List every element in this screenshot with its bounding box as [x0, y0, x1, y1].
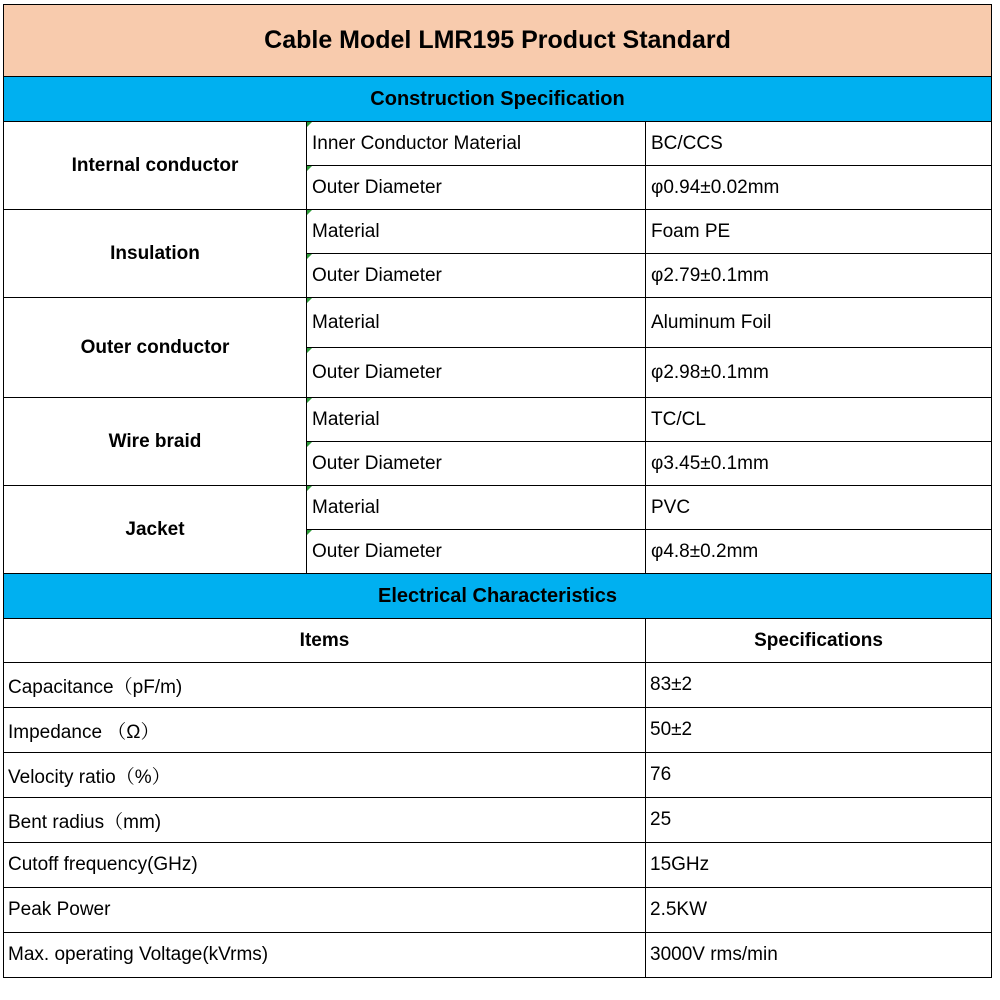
spec-cell: 83±2 — [646, 663, 992, 708]
group-insulation: Insulation — [4, 210, 307, 298]
value-cell: φ4.8±0.2mm — [646, 530, 992, 574]
spec-cell: 50±2 — [646, 708, 992, 753]
param-cell: Material — [307, 210, 646, 254]
item-cell: Bent radius（mm) — [4, 798, 646, 843]
group-wire-braid: Wire braid — [4, 398, 307, 486]
value-cell: φ3.45±0.1mm — [646, 442, 992, 486]
column-header-specifications: Specifications — [646, 619, 992, 663]
value-cell: PVC — [646, 486, 992, 530]
table-row — [4, 753, 992, 798]
spec-cell: 15GHz — [646, 843, 992, 888]
item-cell: Cutoff frequency(GHz) — [4, 843, 646, 888]
group-internal-conductor: Internal conductor — [4, 122, 307, 210]
table-row — [4, 888, 992, 933]
table-row — [4, 663, 992, 708]
spec-cell: 3000V rms/min — [646, 933, 992, 978]
param-cell: Outer Diameter — [307, 442, 646, 486]
spec-cell: 2.5KW — [646, 888, 992, 933]
item-cell: Capacitance（pF/m) — [4, 663, 646, 708]
spec-cell: 25 — [646, 798, 992, 843]
item-cell: Velocity ratio（%） — [4, 753, 646, 798]
value-cell: φ0.94±0.02mm — [646, 166, 992, 210]
spec-sheet — [3, 4, 991, 978]
value-cell: TC/CL — [646, 398, 992, 442]
construction-heading: Construction Specification — [4, 77, 992, 122]
value-cell: BC/CCS — [646, 122, 992, 166]
spec-table — [3, 4, 992, 978]
column-header-items: Items — [4, 619, 646, 663]
page-title: Cable Model LMR195 Product Standard — [4, 5, 992, 77]
value-cell: Foam PE — [646, 210, 992, 254]
spec-cell: 76 — [646, 753, 992, 798]
table-row — [4, 933, 992, 978]
item-cell: Peak Power — [4, 888, 646, 933]
param-cell: Outer Diameter — [307, 530, 646, 574]
group-jacket: Jacket — [4, 486, 307, 574]
param-cell: Inner Conductor Material — [307, 122, 646, 166]
group-outer-conductor: Outer conductor — [4, 298, 307, 398]
param-cell: Outer Diameter — [307, 348, 646, 398]
value-cell: φ2.98±0.1mm — [646, 348, 992, 398]
param-cell: Outer Diameter — [307, 254, 646, 298]
table-row — [4, 843, 992, 888]
table-row — [4, 798, 992, 843]
value-cell: Aluminum Foil — [646, 298, 992, 348]
value-cell: φ2.79±0.1mm — [646, 254, 992, 298]
item-cell: Impedance （Ω） — [4, 708, 646, 753]
param-cell: Material — [307, 298, 646, 348]
item-cell: Max. operating Voltage(kVrms) — [4, 933, 646, 978]
param-cell: Outer Diameter — [307, 166, 646, 210]
table-row — [4, 708, 992, 753]
param-cell: Material — [307, 486, 646, 530]
electrical-heading: Electrical Characteristics — [4, 574, 992, 619]
param-cell: Material — [307, 398, 646, 442]
